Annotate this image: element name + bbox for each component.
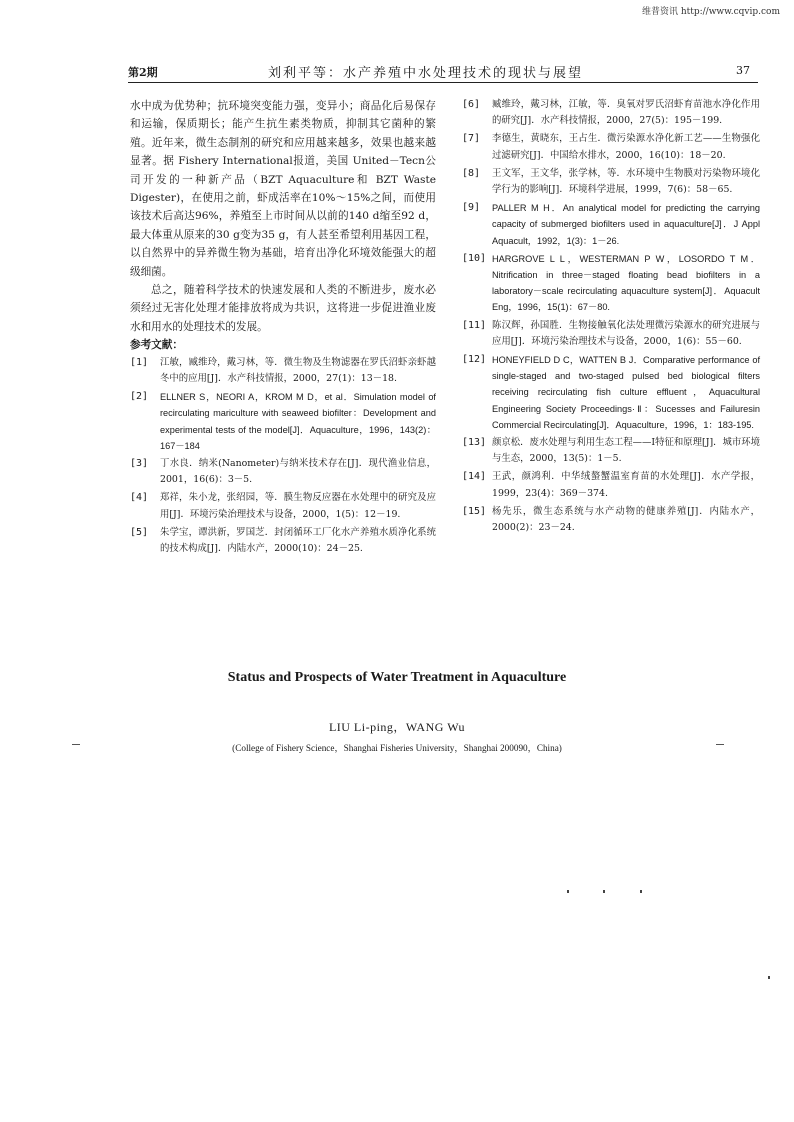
scan-mark	[567, 890, 569, 893]
english-authors: LIU Li-ping，WANG Wu	[328, 720, 466, 734]
reference-item	[462, 435, 760, 467]
reference-number: [10]	[462, 252, 487, 264]
reference-number: [7]	[462, 133, 481, 145]
reference-item	[462, 251, 760, 316]
reference-list-right	[462, 97, 760, 536]
reference-text: 杨先乐，微生态系统与水产动物的健康养殖[J]．内陆水产，2000(2)：23－24.	[492, 505, 760, 534]
reference-text: HONEYFIELD D C，WATTEN B J．Comparative performance of single-staged and two-staged pulsed bed biological filters receiving recirculating fish culture effluent，Aquacultural Engineering Society Proceedings·Ⅱ：Sucesses and Failuresin Commercial Recirculating[J]．Aquaculture，1996，1：183-195.	[492, 355, 760, 430]
reference-text: ELLNER S，NEORI A，KROM M D，et al．Simulation model of recirculating mariculture with seaweed biofilter：Development and experimental tests of the model[J]．Aquaculture，1996，143(2)：167－184	[160, 392, 436, 451]
reference-text: 臧维玲，戴习林，江敏，等．臭氧对罗氏沼虾育苗池水净化作用的研究[J]．水产科技情报，2000，27(5)：195－199.	[492, 99, 760, 127]
reference-text: PALLER M H．An analytical model for predicting the carrying capacity of submerged biofilters used in aquaculture[J]．J Appl Aquacult，1992，1(3)：1－26.	[492, 203, 760, 246]
reference-number: [9]	[462, 202, 481, 214]
reference-number: [4]	[130, 492, 149, 504]
scan-mark	[768, 976, 770, 979]
reference-number: [11]	[462, 319, 487, 331]
reference-item	[130, 456, 436, 488]
reference-text: 李德生，黄晓东，王占生．微污染源水净化新工艺——生物强化过滤研究[J]．中国给水排水，2000，16(10)：18－20.	[492, 133, 760, 161]
scan-mark	[603, 890, 605, 893]
page-number: 37	[736, 64, 750, 77]
watermark: 维普资讯 http://www.cqvip.com	[641, 7, 780, 17]
reference-number: [12]	[462, 354, 487, 366]
reference-text: 颜京松．废水处理与利用生态工程——Ⅰ特征和原理[J]．城市环境与生态，2000，13(5)：1－5.	[492, 437, 760, 465]
reference-number: [2]	[130, 391, 149, 403]
reference-number: [15]	[462, 505, 487, 517]
issue-number: 第2期	[128, 66, 158, 79]
reference-text: HARGROVE L L，WESTERMAN P W，LOSORDO T M．Nitrification in three－staged floating bead biofilters in a laboratory－scale recirculating aquaculture system[J]．Aquacult Eng，1996，15(1)：67－80.	[492, 253, 760, 313]
reference-item	[462, 200, 760, 249]
running-title: 刘利平等：水产养殖中水处理技术的现状与展望	[268, 66, 584, 81]
reference-text: 江敏，臧维玲，戴习林，等．微生物及生物滤器在罗氏沼虾亲虾越冬中的应用[J]．水产科技情报，2000，27(1)：13－18.	[160, 356, 436, 384]
references-heading: 参考文献：	[130, 339, 183, 352]
english-title: Status and Prospects of Water Treatment in Aquaculture	[227, 670, 567, 685]
reference-number: [6]	[462, 99, 481, 110]
reference-text: 郑祥，朱小龙，张绍园，等．膜生物反应器在水处理中的研究及应用[J]．环境污染治理技术与设备，2000，1(5)：12－19.	[160, 492, 436, 520]
reference-item	[462, 166, 760, 198]
scan-mark	[72, 744, 80, 745]
right-column	[462, 97, 760, 538]
reference-number: [8]	[462, 167, 481, 179]
reference-number: [5]	[130, 526, 149, 538]
reference-item	[130, 490, 436, 522]
reference-item	[130, 525, 436, 557]
reference-text: 王文军，王文华，张学林，等．水环境中生物膜对污染物环境化学行为的影响[J]．环境科学进展，1999，7(6)：58－65.	[492, 167, 760, 196]
reference-item	[130, 389, 436, 454]
body-paragraph: 水中成为优势种；抗环境突变能力强，变异小；商品化后易保存和运输，保质期长；能产生抗生素类物质，抑制其它菌种的繁殖。近年来，微生态制剂的研究和应用越来越多，效果也越来越显著。据 Fishery International报道，美国 United－Tecn公司开发的一种新产品（BZT Aquaculture和 BZT Waste Digester)，在使用之前，虾成活率在10%～15%之间，而使用该技术后高达96%，养殖至上市时间从以前的140 d缩至92 d，最大体重从原来的30 g变为35 g，有人甚至希望利用基因工程，以自然界中的异养微生物为基础，培育出净化环境效能强大的超级细菌。	[130, 100, 436, 278]
reference-item	[462, 131, 760, 163]
reference-item	[462, 97, 760, 129]
reference-text: 丁水良．纳米(Nanometer)与纳米技术存在[J]．现代渔业信息，2001，16(6)：3－5.	[160, 457, 436, 486]
reference-number: [1]	[130, 356, 149, 368]
english-affiliation: (College of Fishery Science，Shanghai Fisheries University，Shanghai 200090，China)	[232, 743, 562, 753]
reference-text: 朱学宝，谭洪新，罗国芝．封闭循环工厂化水产养殖水质净化系统的技术构成[J]．内陆水产，2000(10)：24－25.	[160, 526, 436, 554]
scan-mark	[716, 744, 724, 745]
reference-item	[462, 352, 760, 433]
body-paragraph: 总之，随着科学技术的快速发展和人类的不断进步，废水必须经过无害化处理才能排放将成为共识，这将进一步促进渔业废水和用水的处理技术的发展。	[130, 284, 436, 333]
reference-item	[462, 504, 760, 536]
reference-item	[462, 469, 760, 501]
reference-text: 王武，颜鸿利．中华绒螯蟹温室育苗的水处理[J]．水产学报，1999，23(4)：369－374.	[492, 471, 760, 499]
left-column	[130, 97, 436, 559]
reference-number: [14]	[462, 471, 487, 483]
running-header	[128, 62, 758, 83]
reference-number: [3]	[130, 457, 149, 469]
scan-mark	[640, 890, 642, 893]
reference-item	[130, 355, 436, 387]
reference-text: 陈汉辉，孙国胜．生物接触氧化法处理微污染源水的研究进展与应用[J]．环境污染治理技术与设备，2000，1(6)：55－60.	[492, 319, 760, 347]
reference-number: [13]	[462, 437, 487, 449]
reference-list-left	[130, 355, 436, 557]
reference-item	[462, 318, 760, 350]
